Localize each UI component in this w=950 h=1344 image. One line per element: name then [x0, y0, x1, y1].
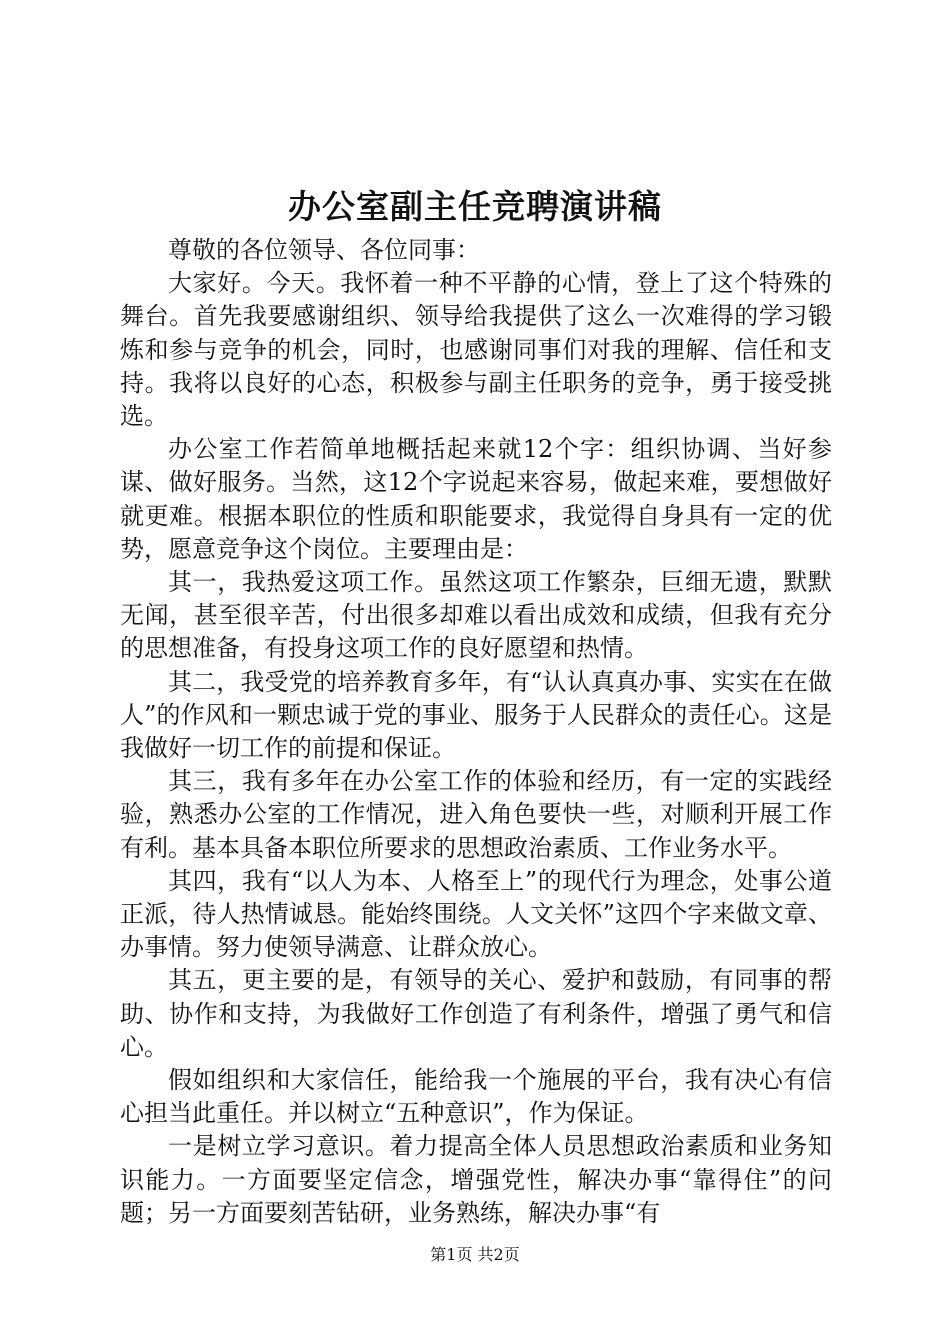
paragraph-learning-awareness: 一是树立学习意识。着力提高全体人员思想政治素质和业务知识能力。一方面要坚定信念，增强党性，解决办事“靠得住”的问题；另一方面要刻苦钻研，业务熟练，解决办事“有 — [120, 1132, 832, 1227]
paragraph-reason-3: 其三，我有多年在办公室工作的体验和经历，有一定的实践经验，熟悉办公室的工作情况，进入角色要快一些，对顺利开展工作有利。基本具备本职位所要求的思想政治素质、工作业务水平。 — [120, 767, 832, 862]
paragraph-reason-2: 其二，我受党的培养教育多年，有“认认真真办事、实实在在做人”的作风和一颗忠诚于党的事业、服务于人民群众的责任心。这是我做好一切工作的前提和保证。 — [120, 667, 832, 763]
paragraph-commitment: 假如组织和大家信任，能给我一个施展的平台，我有决心有信心担当此重任。并以树立“五种意识”，作为保证。 — [120, 1066, 832, 1128]
paragraph-reason-5: 其五，更主要的是，有领导的关心、爱护和鼓励，有同事的帮助、协作和支持，为我做好工作创造了有利条件，增强了勇气和信心。 — [120, 966, 832, 1061]
paragraph-greeting: 大家好。今天。我怀着一种不平静的心情，登上了这个特殊的舞台。首先我要感谢组织、领导给我提供了这么一次难得的学习锻炼和参与竞争的机会，同时，也感谢同事们对我的理解、信任和支持。我将以良好的心态，积极参与副主任职务的竞争，勇于接受挑选。 — [120, 269, 832, 431]
paragraph-reason-1: 其一，我热爱这项工作。虽然这项工作繁杂，巨细无遗，默默无闻，甚至很辛苦，付出很多却难以看出成效和成绩，但我有充分的思想准备，有投身这项工作的良好愿望和热情。 — [120, 568, 832, 663]
paragraph-office-work: 办公室工作若简单地概括起来就12个字：组织协调、当好参谋、做好服务。当然，这12个字说起来容易，做起来难，要想做好就更难。根据本职位的性质和职能要求，我觉得自身具有一定的优势，愿意竞争这个岗位。主要理由是： — [120, 435, 832, 563]
document-body — [120, 234, 832, 1230]
paragraph-reason-4: 其四，我有“以人为本、人格至上”的现代行为理念，处事公道正派，待人热情诚恳。能始终围绕。人文关怀”这四个字来做文章、办事情。努力使领导满意、让群众放心。 — [120, 866, 832, 962]
paragraph-salutation: 尊敬的各位领导、各位同事： — [168, 236, 480, 264]
document-title: 办公室副主任竞聘演讲稿 — [288, 187, 662, 226]
page-footer: 第1页 共2页 — [430, 1245, 520, 1264]
